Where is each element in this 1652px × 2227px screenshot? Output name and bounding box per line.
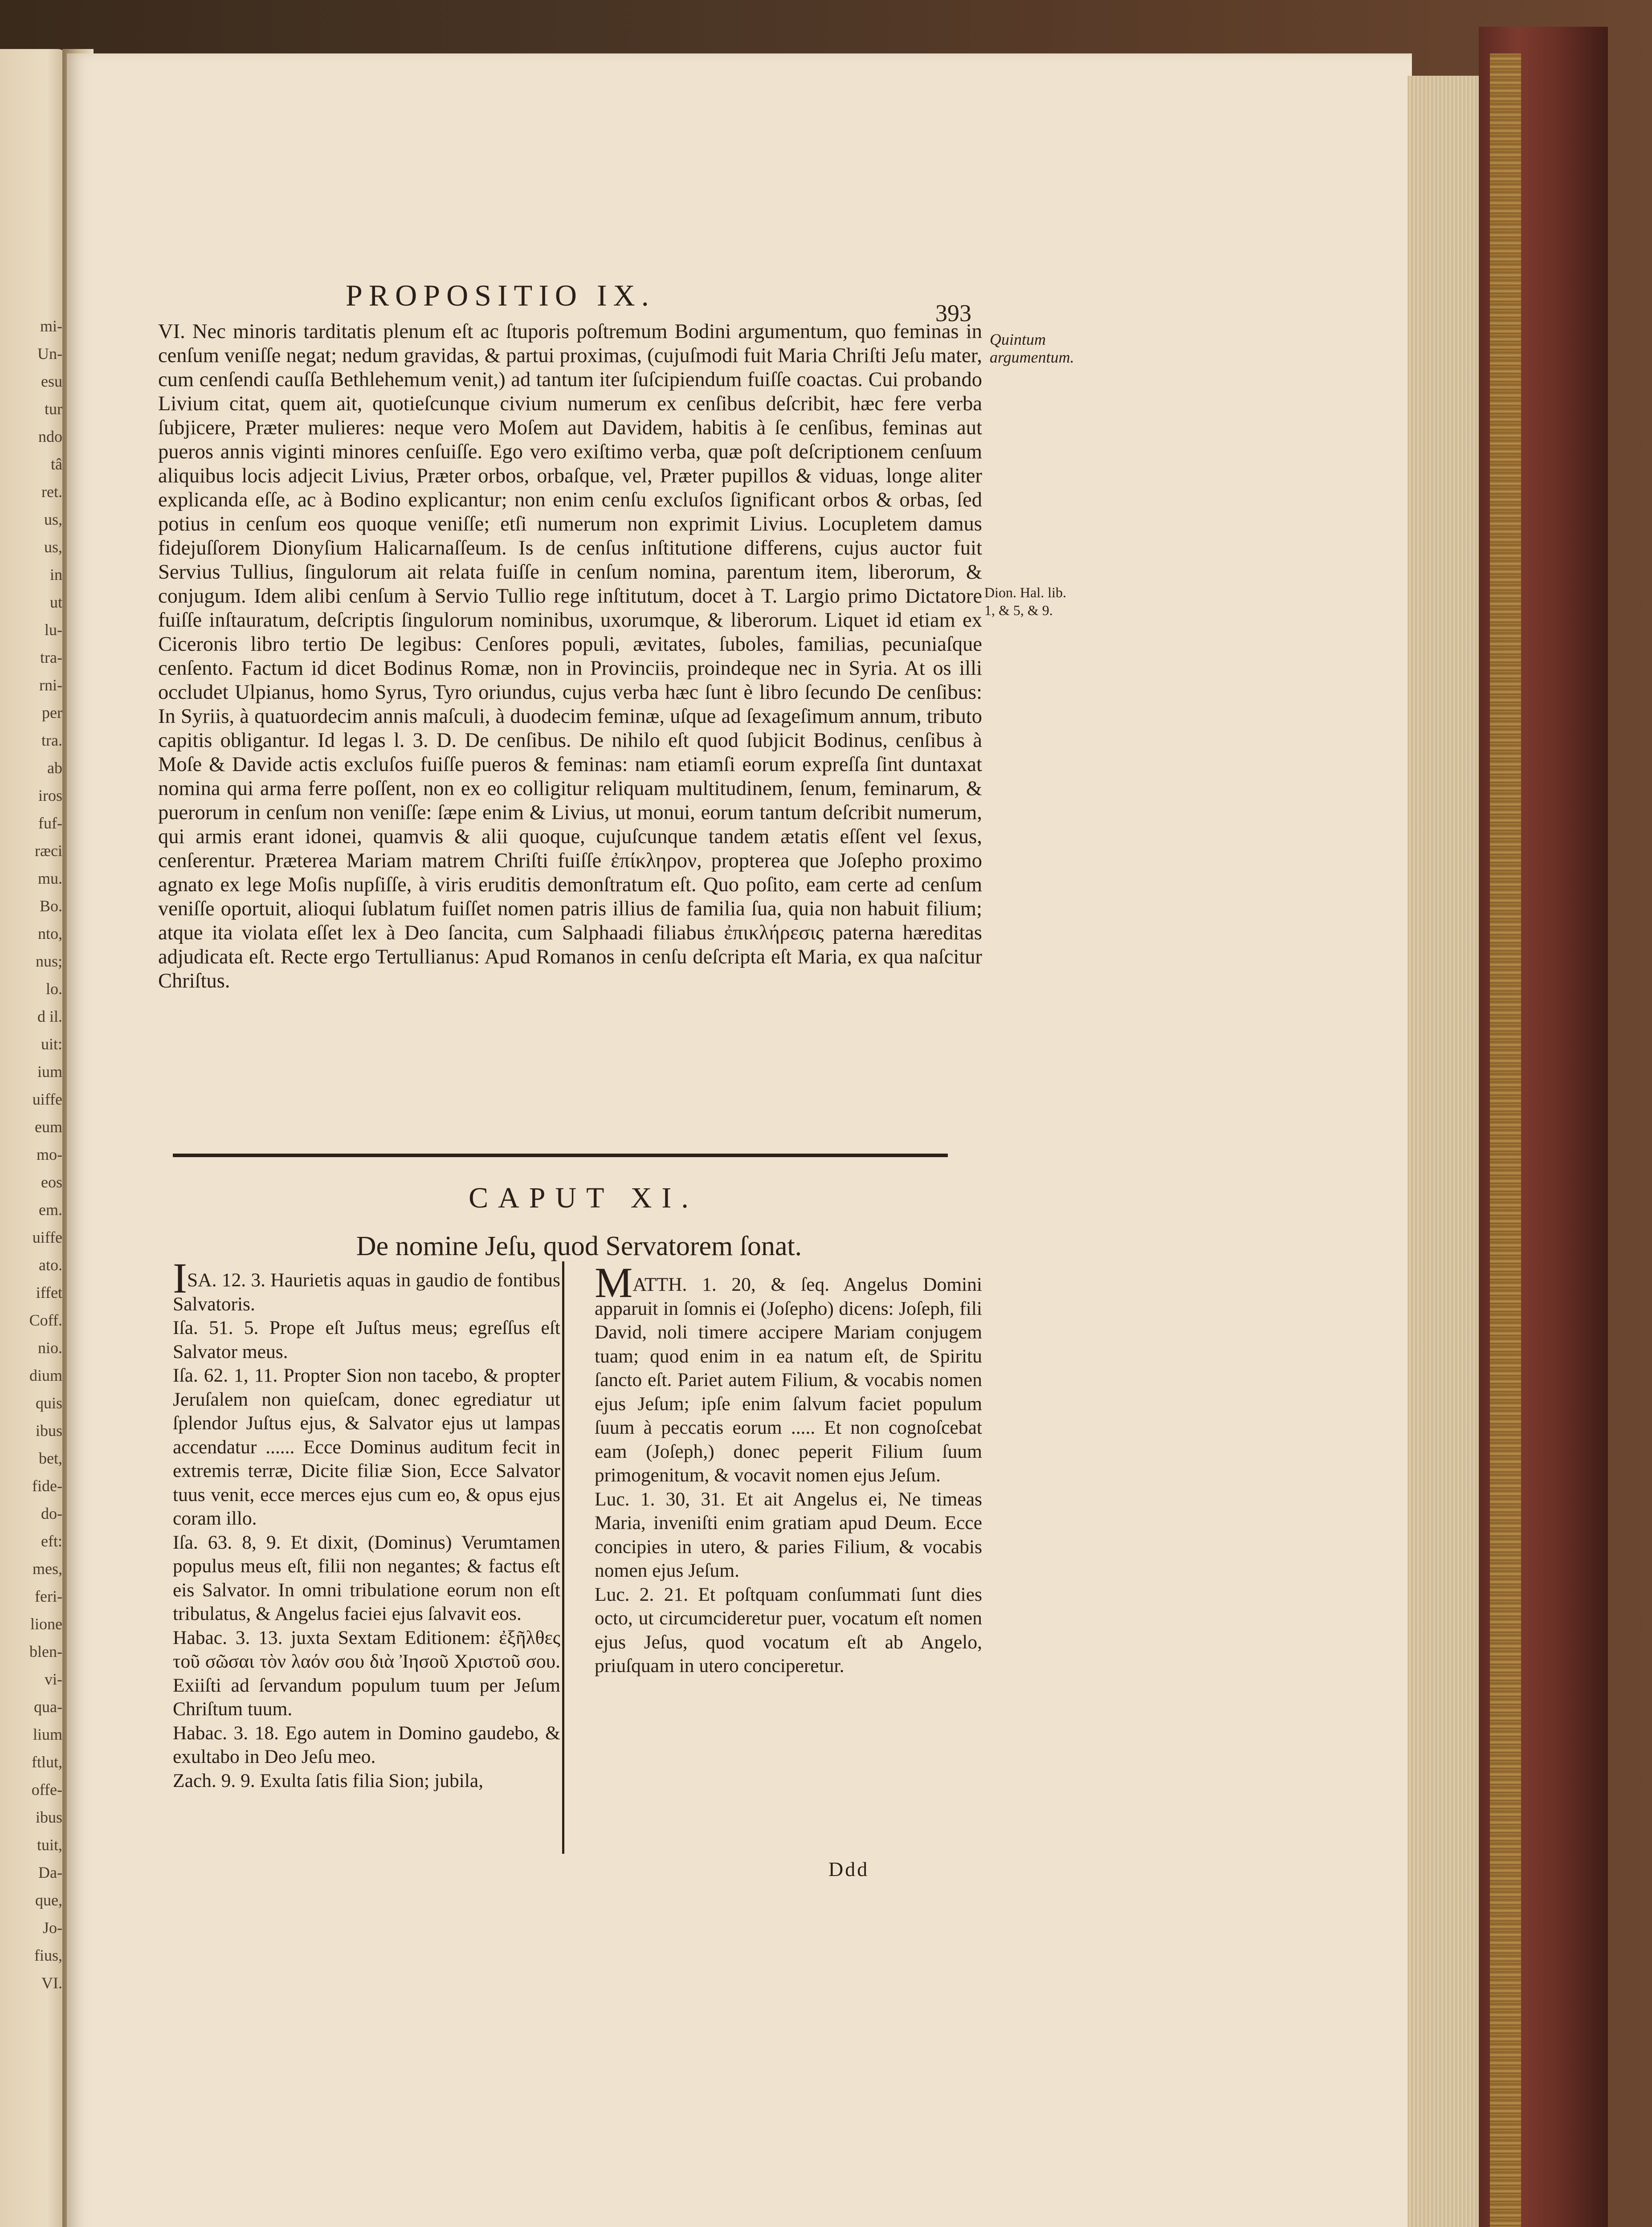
left-page-fragment: tra.	[41, 731, 62, 749]
left-page-fragment: tâ	[51, 455, 62, 473]
left-page-fragment: lium	[33, 1725, 62, 1743]
signature-mark: Ddd	[828, 1858, 869, 1880]
left-page-fragment: ftlut,	[32, 1753, 62, 1771]
left-page-fragment: fide-	[32, 1477, 62, 1495]
left-page-fragment: ræci	[35, 842, 62, 860]
left-page-fragment: uiffe	[32, 1090, 62, 1108]
left-page-fragment: lo.	[45, 980, 62, 998]
left-page-fragment: eos	[41, 1173, 62, 1191]
left-page-fragment: uiffe	[32, 1228, 62, 1246]
body-paragraph: VI. Nec minoris tarditatis plenum eſt ac ſtuporis poſtremum Bodini argumentum, quo feminas in cenſum veniſſe negat; nedum gravidas, & partui proximas, (cujuſmodi fuit Maria Chriſti Jeſu mater, cum cenſendi cauſſa Bethlehemum venit,) ad tantum iter ſuſcipiendum fuiſſe coactas. Cui probando Livium citat, quem ait, quotieſcunque civium numerum ex cenſibus deſcribit, hæc fere verba ſubjicere, Præter mulieres: neque vero Moſem aut Davidem, habitis à ſe cenſibus, feminas aut pueros annis viginti minores cenſuiſſe. Ego vero exiſtimo verba, quæ poſt deſcriptionem cenſuum aliquibus locis adjecit Livius, Præter orbos, orbaſque, vel, Præter pupillos & viduas, longe aliter explicanda eſſe, ac à Bodino explicantur; non enim cenſu excluſos ſignificant orbos & orbas, ſed potius in cenſum eos quoque veniſſe; etſi numerum non exprimit Livius. Locupletem damus fidejuſſorem Dionyſium Halicarnaſſeum. Is de cenſus inſtitutione differens, cujus auctor fuit Servius Tullius, ſingulorum ait relata fuiſſe in cenſum nomina, parentum item, liberorum, & conjugum. Idem alibi cenſum à Servio Tullio rege inſtitutum, docet à T. Largio primo Dictatore fuiſſe inſtauratum, deſcriptis ſingulorum nominibus, uxorumque, & liberorum. Liquet id etiam ex Ciceronis libro tertio De legibus: Cenſores populi, ævitates, ſuboles, familias, pecuniaſque cenſento. Factum id dicet Bodinus Romæ, non in Provinciis, proindeque nec in Syria. At os illi occludet Ulpianus, homo Syrus, Tyro oriundus, cujus verba hæc ſunt è libro ſecundo De cenſibus: In Syriis, à quatuordecim annis maſculi, à duodecim feminæ, uſque ad ſexageſimum annum, tributo capitis obligantur. Id legas l. 3. D. De cenſibus. De nihilo eſt quod ſubjicit Bodinus, cenſibus à Moſe & Davide actis excluſos fuiſſe pueros & feminas: nam etiamſi eorum expreſſa ſint duntaxat nomina qui arma ferre poſſent, non ex eo colligitur reliquam multitudinem, ſenum, feminarum, & puerorum in cenſum non veniſſe: ſæpe enim & Livius, ut monui, eorum tantum deſcribit numerum, qui armis erant idonei, quamvis & alii quoque, cujuſcunque tandem ætatis eſſent vel ſexus, cenſerentur. Præterea Mariam matrem Chriſti fuiſſe ἐπίκληρον, propterea que Joſepho proximo agnato ex lege Moſis nupſiſſe, à viris eruditis demonſtratum eſt. Quo poſito, eam certe ad cenſum veniſſe oportuit, alioqui ſublatum fuiſſet nomen patris illius de familia ſua, quia non habuit filium; atque ita violata eſſet lex à Deo ſancita, cum Salphaadi filiabus ἐπικλήρεσις paterna hæreditas adjudicata eſt. Recte ergo Tertullianus: Apud Romanos in cenſu deſcripta eſt Maria, ex qua naſcitur Chriſtus.	[158, 320, 982, 992]
left-page-fragment: uit:	[41, 1035, 62, 1053]
left-page-fragment: ibus	[35, 1808, 62, 1826]
left-page-fragment: tuit,	[37, 1836, 62, 1854]
left-page-fragment: tra-	[40, 649, 62, 666]
left-page-fragment: in	[49, 566, 62, 583]
left-page-fragment: nto,	[37, 925, 62, 942]
left-page-fragment: bet,	[39, 1449, 62, 1467]
left-facing-page	[0, 49, 67, 2227]
left-page-fragment: mes,	[33, 1560, 62, 1578]
left-page-fragment: esu	[41, 372, 62, 390]
column-paragraph: Habac. 3. 18. Ego autem in Domino gaudebo, & exultabo in Deo Jeſu meo.	[173, 1722, 560, 1767]
left-page-fragment: offe-	[31, 1781, 62, 1799]
left-page-fragment: Da-	[38, 1864, 62, 1881]
page-fore-edge	[1407, 76, 1479, 2227]
marginal-note-quintum: Quintum argumentum.	[990, 330, 1074, 366]
left-page-fragment: dium	[29, 1366, 62, 1384]
drop-initial: I	[173, 1254, 187, 1302]
running-title: PROPOSITIO IX.	[346, 278, 655, 312]
left-page-fragment: lione	[30, 1615, 62, 1633]
left-page-fragment: Un-	[37, 345, 62, 363]
left-page-fragment: quis	[35, 1394, 62, 1412]
column-paragraph: Iſa. 63. 8, 9. Et dixit, (Dominus) Verumtamen populus meus eſt, filii non negantes; & factus eſt eis Salvator. In omni tribulatione eorum non eſt tribulatus, & Angelus faciei ejus ſalvavit eos.	[173, 1531, 560, 1624]
drop-initial: M	[595, 1259, 633, 1306]
left-page-fragment: lu-	[45, 621, 62, 639]
left-page-fragment: per	[42, 704, 62, 722]
left-page-fragment: ibus	[35, 1422, 62, 1440]
right-column	[595, 1259, 982, 1678]
left-page-fragment: que,	[35, 1891, 62, 1909]
left-page-fragment: rni-	[39, 676, 62, 694]
left-page-fragment: ret.	[41, 483, 62, 501]
left-page-fragment: qua-	[34, 1698, 62, 1716]
left-page-fragment: Jo-	[43, 1919, 62, 1937]
left-page-fragment: ab	[47, 759, 62, 777]
left-page-fragment: feri-	[35, 1587, 62, 1605]
column-paragraph: Iſa. 62. 1, 11. Propter Sion non tacebo, & propter Jeruſalem non quieſcam, donec egrediatur ut ſplendor Juſtus ejus, & Salvator ejus ut lampas accendatur ...... Ecce Dominus auditum fecit in extremis terræ, Dicite filiæ Sion, Ecce Salvator tuus venit, ecce merces ejus cum eo, & opus ejus coram illo.	[173, 1365, 560, 1529]
left-page-fragment: ium	[37, 1063, 62, 1081]
left-page-fragment: d il.	[37, 1007, 62, 1025]
chapter-subtitle: De nomine Jeſu, quod Servatorem ſonat.	[356, 1231, 802, 1261]
section-divider	[173, 1154, 948, 1157]
column-divider	[562, 1261, 564, 1854]
left-page-fragment: iffet	[36, 1284, 62, 1301]
left-page-fragment: Coff.	[29, 1311, 62, 1329]
left-page-fragment: eum	[35, 1118, 62, 1136]
left-page-fragment: us,	[44, 510, 62, 528]
left-page-fragment: ato.	[39, 1256, 62, 1274]
left-page-fragment: us,	[44, 538, 62, 556]
left-page-fragment: iros	[38, 787, 62, 804]
left-page-fragment: Bo.	[39, 897, 62, 915]
left-page-fragment: eft:	[41, 1532, 62, 1550]
left-page-fragment: VI.	[41, 1974, 62, 1992]
column-paragraph: Luc. 2. 21. Et poſtquam conſummati ſunt dies octo, ut circumcideretur puer, vocatum eſt nomen ejus Jeſus, quod vocatum eſt ab Angelo, priuſquam in utero conciperetur.	[595, 1583, 982, 1676]
left-page-fragment: ut	[49, 593, 62, 611]
left-page-fragment: tur	[45, 400, 62, 418]
page-number: 393	[935, 300, 971, 326]
chapter-heading: CAPUT XI.	[469, 1182, 698, 1214]
main-text	[158, 320, 982, 993]
column-paragraph: Iſa. 51. 5. Prope eſt Juſtus meus; egreſſus eſt Salvator meus.	[173, 1317, 560, 1362]
left-page-fragment: mo-	[37, 1146, 62, 1163]
left-page-fragment: em.	[39, 1201, 62, 1219]
left-page-fragment: nio.	[37, 1339, 62, 1357]
left-page-fragment: ndo	[38, 428, 62, 445]
left-page-fragment: do-	[41, 1505, 62, 1522]
left-page-fragment: vi-	[45, 1670, 62, 1688]
left-page-fragment: nus;	[35, 952, 62, 970]
column-paragraph: ISA. 12. 3. Haurietis aquas in gaudio de fontibus Salvatoris.	[173, 1254, 560, 1315]
column-paragraph: MATTH. 1. 20, & ſeq. Angelus Domini apparuit in ſomnis ei (Joſepho) dicens: Joſeph, fili David, noli timere accipere Mariam conjugem tuam; quod enim in ea natum eſt, de Spiritu ſancto eſt. Pariet autem Filium, & vocabis nomen ejus Jeſum; ipſe enim ſalvum faciet populum ſuum à peccatis eorum ..... Et non cognoſcebat eam (Joſeph,) donec peperit Filium ſuum primogenitum, & vocavit nomen ejus Jeſum.	[595, 1259, 982, 1486]
left-page-fragment: blen-	[29, 1643, 62, 1660]
left-page-fragment: mu.	[37, 869, 62, 887]
left-page-fragment: mi-	[40, 317, 62, 335]
column-paragraph: Zach. 9. 9. Exulta ſatis filia Sion; jubila,	[173, 1770, 484, 1791]
left-page-fragment: fuf-	[38, 814, 62, 832]
left-page-fragment: fius,	[34, 1946, 62, 1964]
column-paragraph: Habac. 3. 13. juxta Sextam Editionem: ἐξῆλθες τοῦ σῶσαι τὸν λαόν σου διὰ Ἰησοῦ Χριστοῦ σου. Exiiſti ad ſervandum populum tuum per Jeſum Chriſtum tuum.	[173, 1627, 560, 1720]
gilt-edge-decoration	[1490, 53, 1521, 2227]
column-paragraph: Luc. 1. 30, 31. Et ait Angelus ei, Ne timeas Maria, inveniſti enim gratiam apud Deum. Ecce concipies in utero, & paries Filium, & vocabis nomen ejus Jeſum.	[595, 1488, 982, 1581]
marginal-note-dion: Dion. Hal. lib. 1, & 5, & 9.	[984, 584, 1066, 618]
left-column	[173, 1254, 560, 1793]
